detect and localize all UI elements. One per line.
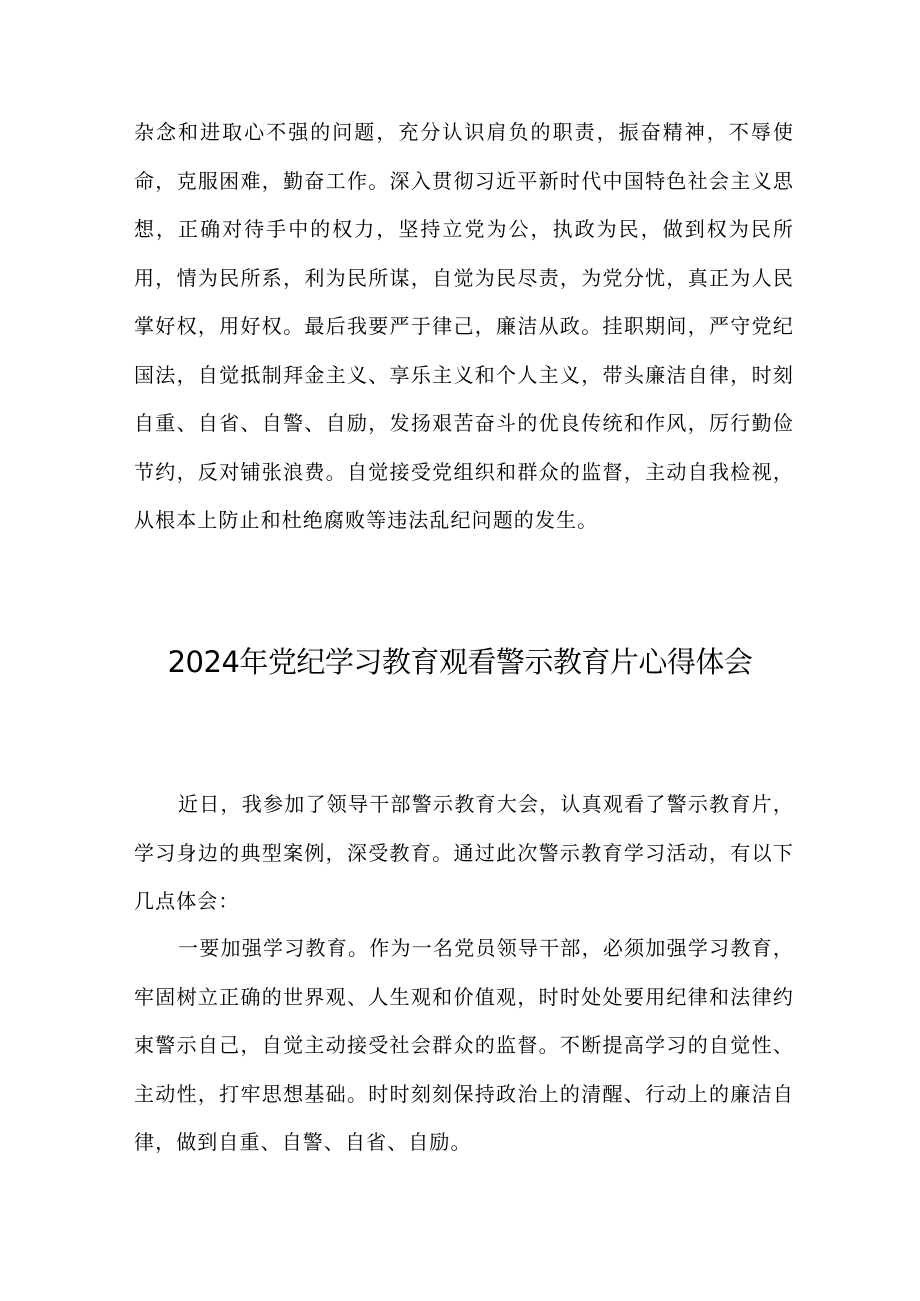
- body-paragraph: 近日，我参加了领导干部警示教育大会，认真观看了警示教育片，学习身边的典型案例，深受教育。通过此次警示教育学习活动，有以下几点体会：: [134, 792, 794, 913]
- section-title: 2024年党纪学习教育观看警示教育片心得体会: [167, 645, 753, 679]
- intro-paragraph: 杂念和进取心不强的问题，充分认识肩负的职责，振奋精神，不辱使命，克服困难，勤奋工作。深入贯彻习近平新时代中国特色社会主义思想，正确对待手中的权力，坚持立党为公，执政为民，做到权为民所用，情为民所系，利为民所谋，自觉为民尽责，为党分忧，真正为人民掌好权，用好权。最后我要严于律己，廉洁从政。挂职期间，严守党纪国法，自觉抵制拜金主义、享乐主义和个人主义，带头廉洁自律，时刻自重、自省、自警、自励，发扬艰苦奋斗的优良传统和作风，厉行勤俭节约，反对铺张浪费。自觉接受党组织和群众的监督，主动自我检视，从根本上防止和杜绝腐败等违法乱纪问题的发生。: [134, 120, 794, 532]
- body-paragraph: 一要加强学习教育。作为一名党员领导干部，必须加强学习教育，牢固树立正确的世界观、人生观和价值观，时时处处要用纪律和法律约束警示自己，自觉主动接受社会群众的监督。不断提高学习的自觉性、主动性，打牢思想基础。时时刻刻保持政治上的清醒、行动上的廉洁自律，做到自重、自警、自省、自励。: [134, 936, 794, 1154]
